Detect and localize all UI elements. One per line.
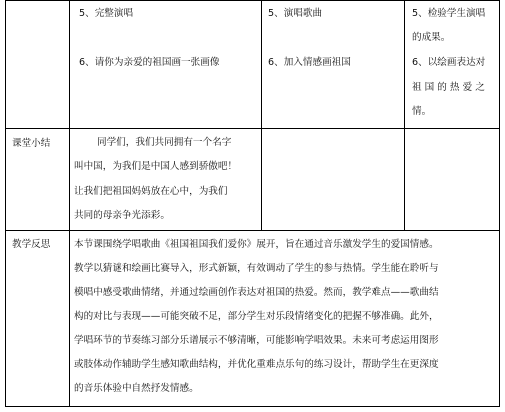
row1-col2-line2: 6、请你为亲爱的祖国画一张画像 [79,57,220,68]
row2-line4: 共同的母亲争光添彩。 [74,210,170,221]
row3-line3: 模唱中感受歌曲情绪，并通过绘画创作表达对祖国的热爱。然而，教学难点——歌曲结 [74,287,439,298]
row3-line6: 或肢体动作辅助学生感知歌曲结构，并优化重难点乐句的练习设计，帮助学生在更深度 [74,359,439,370]
row2-line3: 让我们把祖国妈妈放在心中，为我们 [74,186,228,197]
table-border-left [5,0,6,407]
row3-line1: 本节课围绕学唱歌曲《祖国祖国我们爱你》展开，旨在通过音乐激发学生的爱国情感。 [74,239,439,250]
row1-col3-line1: 5、演唱歌曲 [268,8,323,19]
row3-label: 教学反思 [12,239,51,250]
row-divider-1 [5,128,500,129]
row1-col2-line1: 5、完整演唱 [79,8,134,19]
row3-line5: 学唱环节的节奏练习部分乐谱展示不够清晰，可能影响学唱效果。未来可考虑运用图形 [74,335,439,346]
row1-col4-line1: 5、检验学生演唱 [412,8,486,19]
table-border-bottom [5,406,500,407]
row3-line7: 的音乐体验中自然抒发情感。 [74,383,199,394]
row-divider-2 [5,230,500,231]
row1-col4-line3: 6、以绘画表达对 [412,57,486,68]
col-divider-3 [404,0,405,231]
row3-line4: 构的对比与表现——可能突破不足，部分学生对乐段情绪变化的把握不够准确。此外， [74,311,439,322]
col-divider-2 [261,0,262,231]
table-border-top [5,0,500,1]
row2-line2: 叫中国，为我们是中国人感到骄傲吧！ [74,161,238,172]
row1-col4-line5: 情。 [412,106,432,117]
col-divider-1 [69,0,70,407]
row1-col4-line2: 的成果。 [412,32,451,43]
row1-col3-line2: 6、加入情感画祖国 [268,57,351,68]
row2-line1: 同学们，我们共同拥有一个名字 [97,137,232,148]
row1-col4-line4: 祖 国 的 热 爱 之 [412,82,485,93]
table-border-right [499,0,500,407]
row2-label: 课堂小结 [12,138,51,149]
row3-line2: 教学以猜谜和绘画比赛导入，形式新颖，有效调动了学生的参与热情。学生能在聆听与 [74,263,439,274]
